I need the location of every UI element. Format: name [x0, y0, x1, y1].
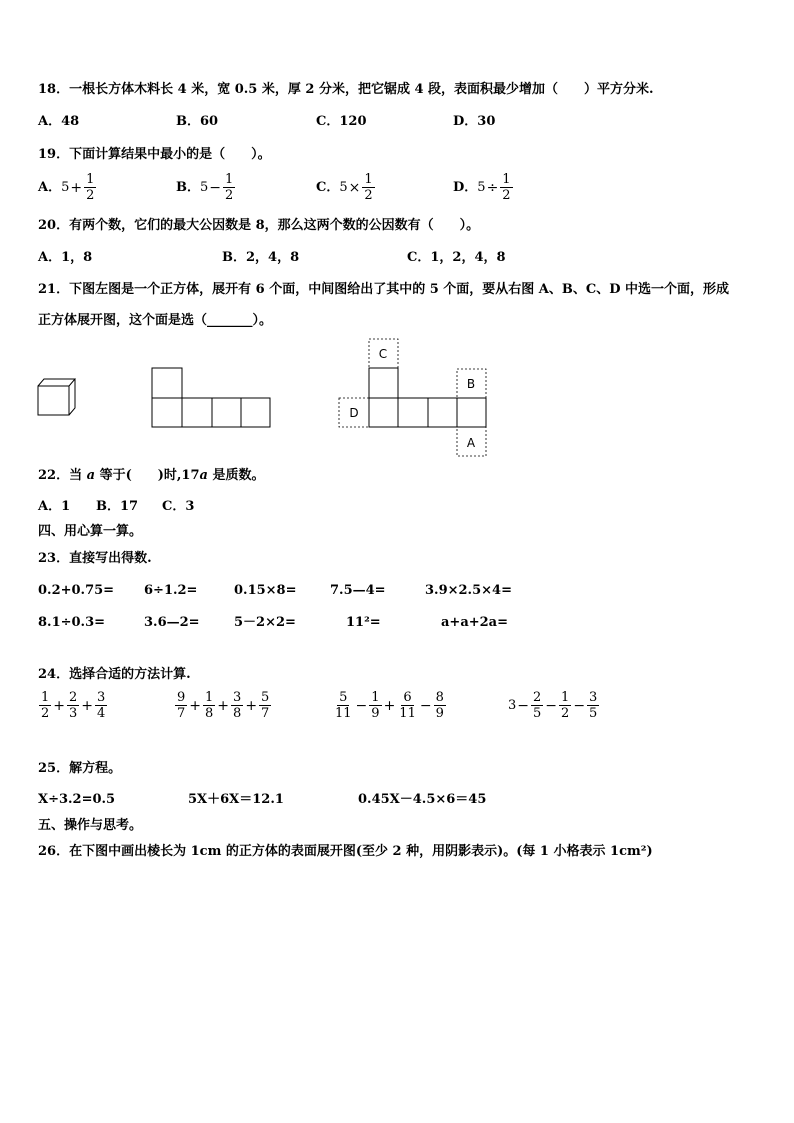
fraction	[397, 690, 418, 721]
denominator: 9	[435, 706, 444, 721]
fraction: $\frac{1}{2}$	[502, 172, 511, 203]
q24-expression-4: 3 − $\frac{2}{5}$ − $\frac{1}{2}$ − $\frac{3}{5}$	[508, 690, 598, 721]
q23-item: 11²=	[346, 615, 381, 630]
q19-option-b: B． 5 − $\frac{1}{2}$	[176, 172, 234, 203]
fraction	[203, 690, 215, 721]
section-5-heading: 五、操作与思考。	[38, 818, 143, 833]
numerator: 1	[41, 690, 50, 705]
q25-equation-1: X÷3.2=0.5	[38, 792, 116, 807]
q26-stem: 26．在下图中画出棱长为 1cm 的正方体的表面展开图(至少 2 种，用阴影表示)。(每 1 小格表示 1cm²)	[38, 844, 653, 859]
q24-expression-2	[174, 690, 272, 721]
q20-stem: 20．有两个数，它们的最大公因数是 8，那么这两个数的公因数有（ ）。	[38, 218, 480, 233]
denominator: 11	[335, 706, 352, 721]
operator: −	[355, 697, 368, 714]
q24-expression-3	[332, 690, 447, 721]
q23-item: 7.5—4=	[330, 583, 386, 598]
fraction	[39, 690, 51, 721]
numerator: 1	[371, 690, 380, 705]
denominator: 2	[561, 706, 570, 721]
fraction	[259, 690, 271, 721]
q21-stem-line2: 正方体展开图，这个面是选（_______）。	[38, 313, 273, 328]
denominator: 7	[261, 706, 270, 721]
middle-net-figure	[152, 368, 270, 427]
q18-option-c: C．120	[316, 114, 367, 129]
q21-figures	[30, 335, 500, 465]
label-b: B	[466, 377, 476, 391]
label-c: C	[378, 347, 388, 361]
numerator: 1	[561, 690, 570, 705]
denominator: 4	[97, 706, 106, 721]
operator: +	[217, 697, 230, 714]
numerator: 1	[205, 690, 214, 705]
numerator: 3	[589, 690, 598, 705]
q19-stem: 19．下面计算结果中最小的是（ ）。	[38, 147, 271, 162]
fraction: $\frac{1}{2}$	[225, 172, 234, 203]
numerator: 9	[177, 690, 186, 705]
q19-option-a: A． 5 + $\frac{1}{2}$	[38, 172, 95, 203]
q19-option-c: C． 5 × $\frac{1}{2}$	[316, 172, 373, 203]
q20-option-c: C．1，2，4，8	[407, 250, 506, 265]
fraction	[231, 690, 243, 721]
q22-option-b: B．17	[96, 499, 139, 514]
denominator: 11	[399, 706, 416, 721]
denominator: 5	[533, 706, 542, 721]
denominator: 3	[69, 706, 78, 721]
numerator: 5	[339, 690, 348, 705]
numerator: 8	[435, 690, 444, 705]
q24-expression-1	[38, 690, 108, 721]
q18-option-b: B．60	[176, 114, 219, 129]
numerator: 5	[261, 690, 270, 705]
q23-item: 3.6—2=	[144, 615, 200, 630]
fraction	[333, 690, 354, 721]
fraction	[559, 690, 571, 721]
denominator: 5	[589, 706, 598, 721]
q20-option-a: A．1，8	[38, 250, 93, 265]
cube-figure	[38, 379, 75, 415]
q22-option-c: C．3	[162, 499, 195, 514]
q24-stem: 24．选择合适的方法计算.	[38, 667, 191, 682]
q18-stem: 18．一根长方体木料长 4 米，宽 0.5 米，厚 2 分米，把它锯成 4 段，表面积最少增加（ ）平方分米.	[38, 82, 654, 97]
q25-stem: 25．解方程。	[38, 761, 122, 776]
fraction: $\frac{1}{2}$	[364, 172, 373, 203]
denominator: 7	[177, 706, 186, 721]
q18-option-a: A．48	[38, 114, 80, 129]
q23-item: 6÷1.2=	[144, 583, 198, 598]
operator: +	[81, 697, 94, 714]
numerator: 3	[233, 690, 242, 705]
q25-equation-3: 0.45X－4.5×6＝45	[358, 792, 487, 807]
operator: +	[189, 697, 202, 714]
q23-item: 5－2×2=	[234, 615, 296, 630]
q20-option-b: B．2，4，8	[222, 250, 300, 265]
operator: +	[245, 697, 258, 714]
q18-option-d: D．30	[453, 114, 496, 129]
operator: −	[545, 697, 558, 714]
operator: −	[419, 697, 432, 714]
section-4-heading: 四、用心算一算。	[38, 524, 143, 539]
numerator: 6	[403, 690, 412, 705]
fraction	[434, 690, 446, 721]
numerator: 3	[97, 690, 106, 705]
operator: +	[53, 697, 66, 714]
q23-item: 0.15×8=	[234, 583, 297, 598]
fraction	[531, 690, 543, 721]
denominator: 8	[205, 706, 214, 721]
fraction	[369, 690, 381, 721]
denominator: 2	[41, 706, 50, 721]
fraction	[175, 690, 187, 721]
q23-item: 8.1÷0.3=	[38, 615, 106, 630]
fraction	[95, 690, 107, 721]
q22-option-a: A．1	[38, 499, 71, 514]
q23-item: 0.2+0.75=	[38, 583, 115, 598]
numerator: 2	[69, 690, 78, 705]
label-d: D	[349, 406, 359, 420]
q23-item: a+a+2a=	[441, 615, 508, 630]
q21-stem-line1: 21．下图左图是一个正方体，展开有 6 个面，中间图给出了其中的 5 个面，要从右图 A、B、C、D 中选一个面，形成	[38, 282, 730, 297]
numerator: 2	[533, 690, 542, 705]
q22-stem: 22．当 a 等于( )时,17a 是质数。	[38, 468, 265, 483]
operator: −	[517, 697, 530, 714]
q23-item: 3.9×2.5×4=	[425, 583, 512, 598]
denominator: 9	[371, 706, 380, 721]
q25-equation-2: 5X＋6X＝12.1	[188, 792, 284, 807]
fraction	[67, 690, 79, 721]
fraction	[587, 690, 599, 721]
q19-option-d: D． 5 ÷ $\frac{1}{2}$	[453, 172, 511, 203]
operator: −	[573, 697, 586, 714]
fraction: $\frac{1}{2}$	[86, 172, 95, 203]
label-a: A	[466, 436, 476, 450]
operator: +	[383, 697, 396, 714]
q23-stem: 23．直接写出得数.	[38, 551, 152, 566]
denominator: 8	[233, 706, 242, 721]
